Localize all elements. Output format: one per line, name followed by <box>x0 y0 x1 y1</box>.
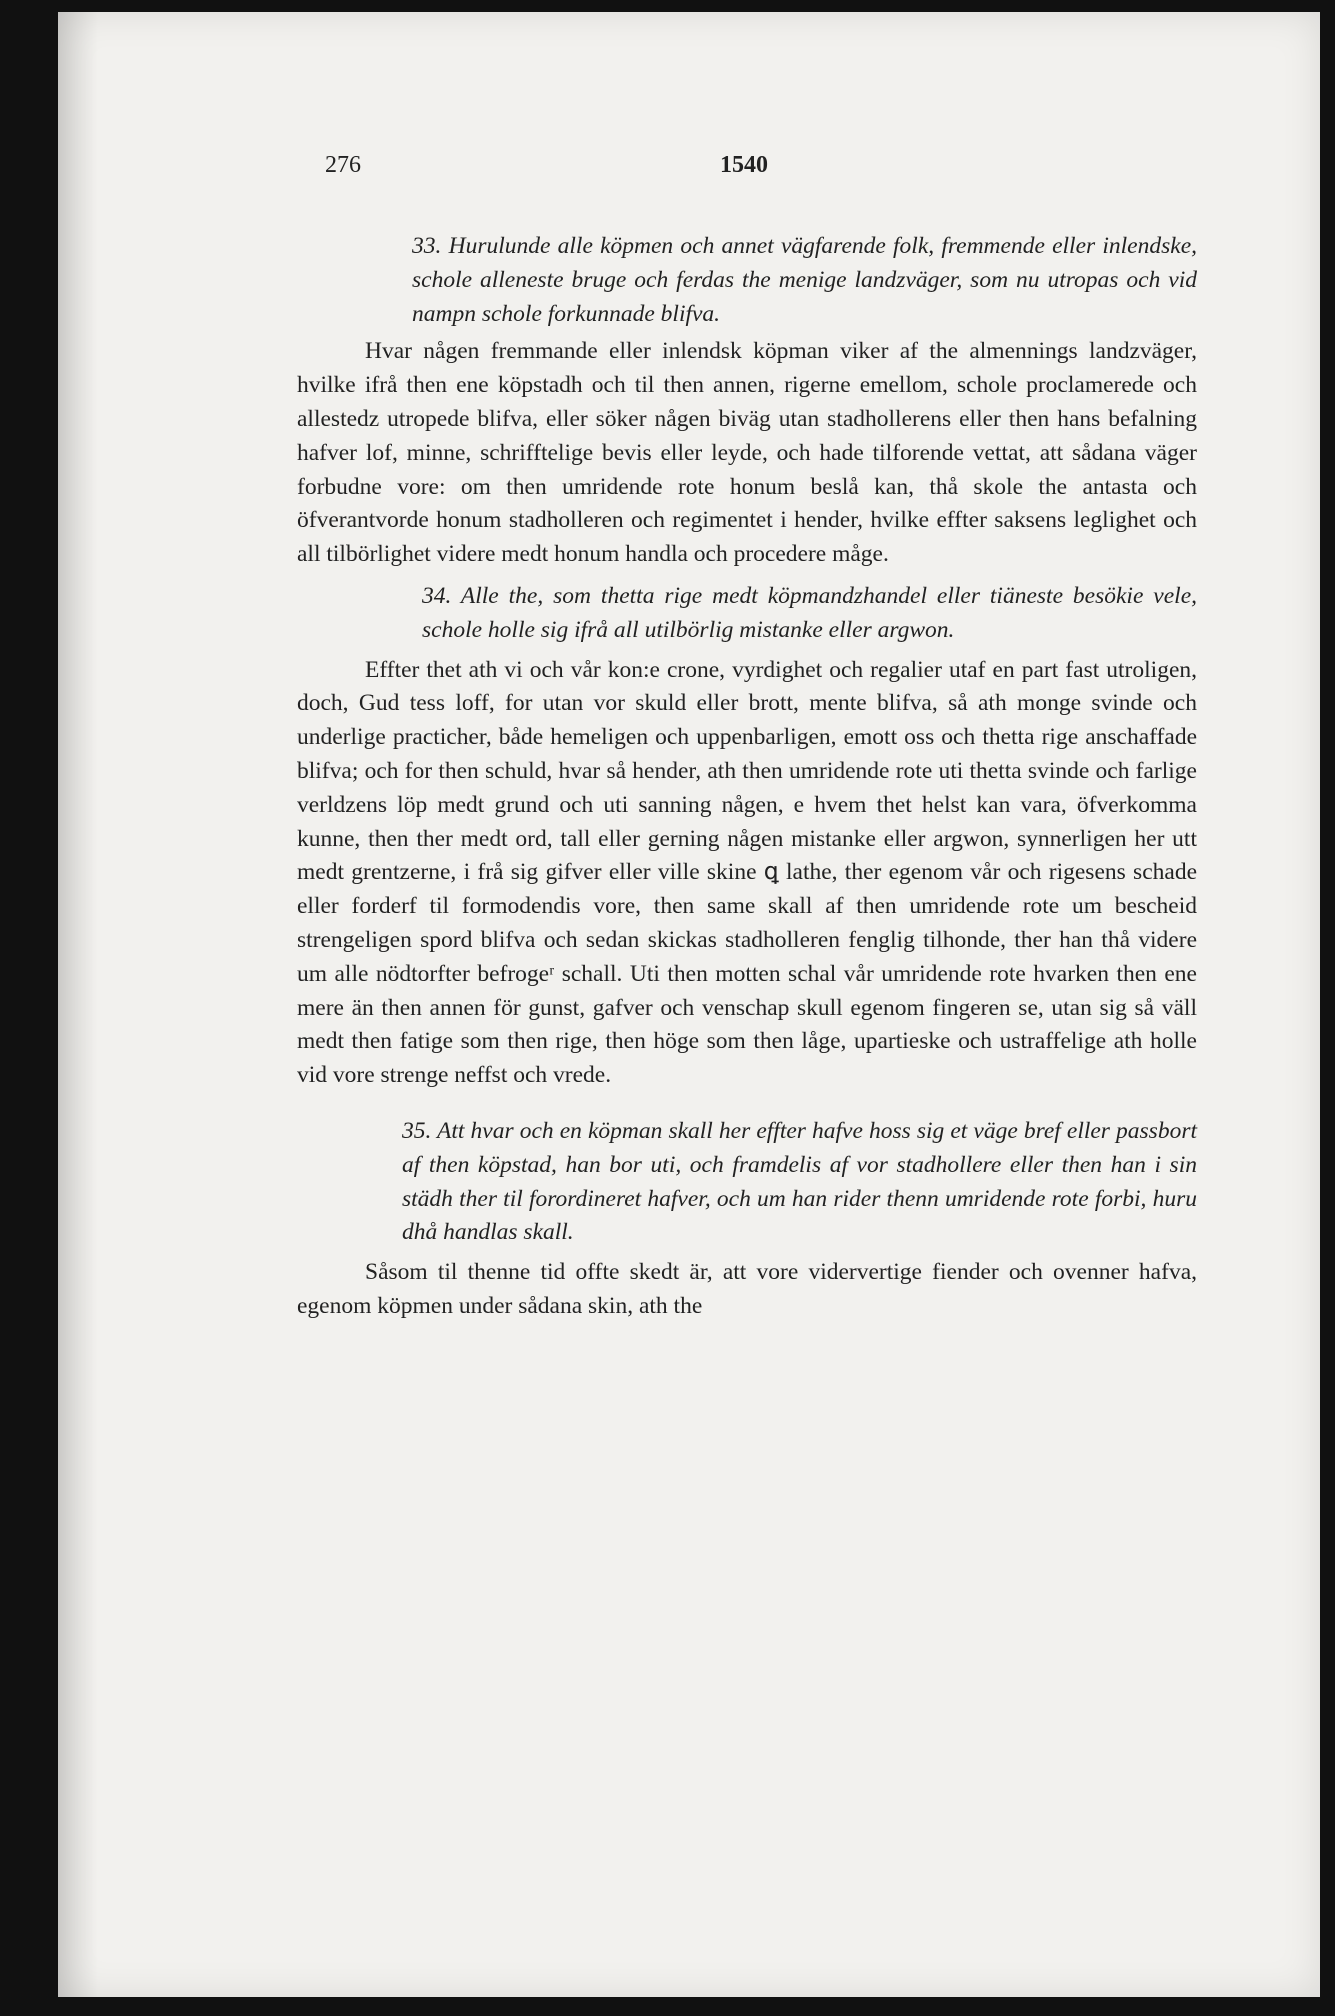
page-gutter-shadow <box>58 12 98 1997</box>
section-paragraph-35: Såsom til thenne tid offte skedt är, att vore vidervertige fiender och ovenner hafva, egenom köpmen under sådana skin, ath the <box>297 1259 1197 1319</box>
section-heading-text: Alle the, som thetta rige medt köpmandzhandel eller tiäneste besökie vele, schole holle sig ifrå all utilbörlig mistanke eller argwon. <box>422 582 1198 643</box>
section-heading-text: Att hvar och en köpman skall her effter hafve hoss sig et väge bref eller passbort af then köpstad, han bor uti, och framdelis af vor stadhollere eller then han i sin städh ther til forordineret hafver, och um han rider thenn umridende rote forbi, huru dhå handlas skall. <box>402 1117 1198 1246</box>
running-header <box>325 152 885 192</box>
page-body <box>297 230 1197 1324</box>
section-heading-35 <box>297 1115 1197 1250</box>
section-heading-text: Hurulunde alle köpmen och annet vägfarende folk, fremmende eller inlendske, schole alleneste bruge och ferdas the menige landzväger, som nu utropas och vid nampn schole forkunnade blifva. <box>412 233 1197 327</box>
section-heading-33 <box>297 230 1197 331</box>
section-paragraph-34: Effter thet ath vi och vår kon:e crone, vyrdighet och regalier utaf en part fast utroligen, doch, Gud tess loff, for utan vor skuld eller brott, mente blifva, så ath monge svinde och underlige practicher, både hemeligen och uppenbarligen, emott oss och thetta rige anschaffade blifva; och for then schuld, hvar så hender, ath then umridende rote uti thetta svinde och farlige verldzens löp medt grund och uti sanning någen, e hvem thet helst kan vara, öfverkomma kunne, then ther medt ord, tall eller gerning någen mistanke eller argwon, synnerligen her utt medt grentzerne, i frå sig gifver eller ville skine ꝗ lathe, ther egenom vår och rigesens schade eller forderf til formodendis vore, then same skall af then umridende rote um bescheid strengeligen spord blifva och sedan skickas stadholleren fenglig tilhonde, ther han thå videre um alle nödtorfter befrogeʳ schall. Uti then motten schal vår umridende rote hvarken then ene mere än then annen för gunst, gafver och venschap skull egenom fingeren se, utan sig så väll medt then fatige som then rige, then höge som then låge, upartieske och ustraffelige ath holle vid vore strenge neffst och vrede. <box>297 656 1197 1089</box>
section-paragraph-33: Hvar någen fremmande eller inlendsk köpman viker af the almennings landzväger, hvilke ifrå then ene köpstadh och til then annen, rigerne emellom, schole proclamerede och allestedz utropede blifva, eller söker någen biväg utan stadhollerens eller then hans befalning hafver lof, minne, schrifftelige bevis eller leyde, och hade tilforende vettat, att sådana väger forbudne vore: om then umridende rote honum beslå kan, thå skole the antasta och öfverantvorde honum stadholleren och regimentet i hender, hvilke effter saksens leglighet och all tilbörlighet videre medt honum handla och procedere måge. <box>297 338 1197 568</box>
section-number: 35. <box>402 1117 432 1144</box>
running-title-year: 1540 <box>720 152 768 178</box>
page-number: 276 <box>325 152 361 178</box>
section-heading-34 <box>297 580 1197 648</box>
section-number: 33. <box>412 233 442 259</box>
section-number: 34. <box>422 582 452 609</box>
